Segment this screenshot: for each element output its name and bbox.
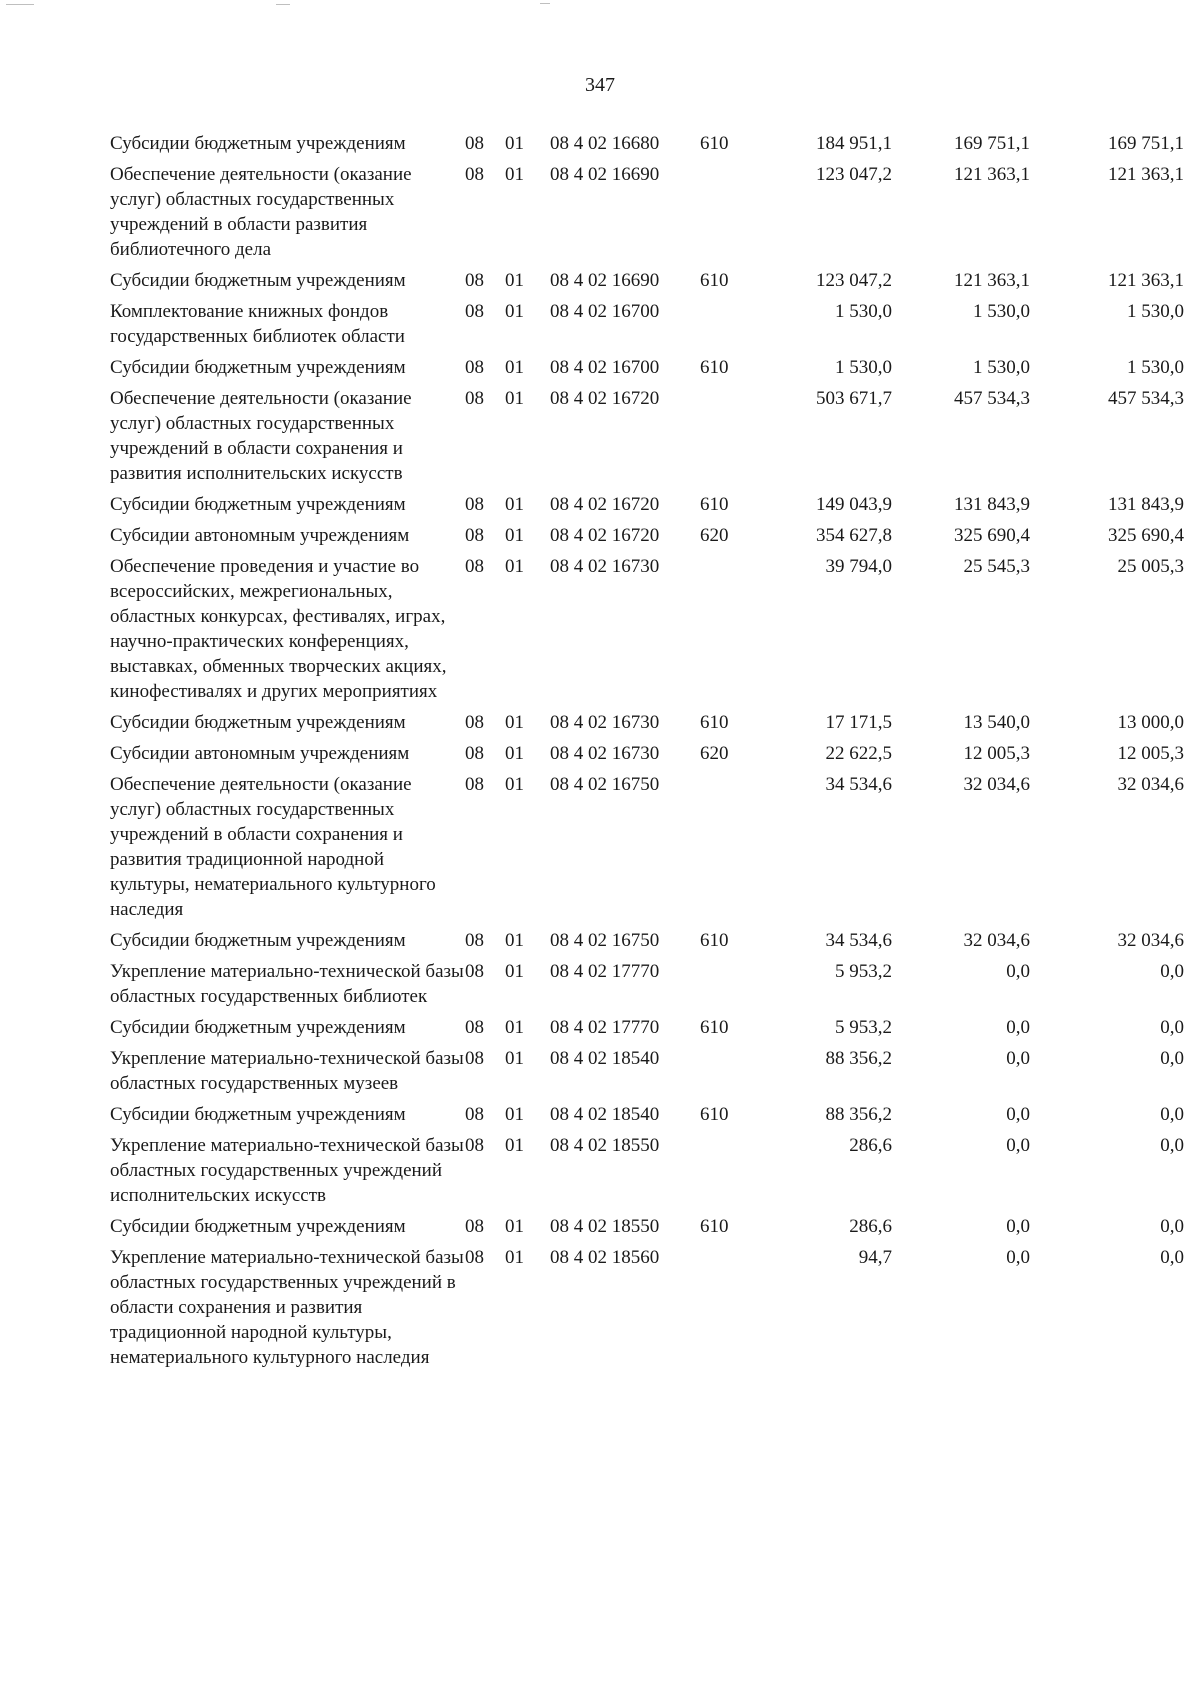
table-row (110, 925, 1184, 956)
expenditure-name-cell: Укрепление материально-технической базы областных государственных учреждений исполнительских искусств (110, 1135, 464, 1206)
expense-type-cell (700, 1242, 750, 1373)
budget-table (110, 128, 1184, 1373)
section-code-cell: 08 (465, 743, 484, 764)
amount-year2-cell: 0,0 (1006, 1048, 1030, 1069)
target-article-cell: 08 4 02 16750 (550, 774, 660, 795)
amount-year1-cell: 34 534,6 (825, 774, 892, 795)
table-row (110, 352, 1184, 383)
section-code-cell: 08 (465, 388, 484, 409)
scan-artifact (540, 3, 550, 4)
expense-type-cell (700, 383, 750, 489)
amount-year2-cell: 0,0 (1006, 1104, 1030, 1125)
amount-year1-cell: 34 534,6 (825, 930, 892, 951)
amount-year1-cell: 17 171,5 (825, 712, 892, 733)
expense-type-cell (700, 551, 750, 707)
target-article-cell: 08 4 02 18540 (550, 1104, 660, 1125)
section-code-cell: 08 (465, 525, 484, 546)
target-article-cell: 08 4 02 16730 (550, 712, 660, 733)
section-code-cell: 08 (465, 1135, 484, 1156)
expenditure-name-cell: Обеспечение деятельности (оказание услуг) областных государственных учреждений в области развития библиотечного дела (110, 164, 412, 260)
table-row (110, 159, 1184, 265)
amount-year2-cell: 325 690,4 (954, 525, 1030, 546)
amount-year2-cell: 32 034,6 (963, 930, 1030, 951)
expenditure-name-cell: Укрепление материально-технической базы областных государственных библиотек (110, 961, 464, 1007)
amount-year2-cell: 1 530,0 (973, 301, 1030, 322)
expense-type-cell: 610 (700, 270, 729, 291)
target-article-cell: 08 4 02 16720 (550, 494, 660, 515)
amount-year1-cell: 5 953,2 (835, 961, 892, 982)
expense-type-cell: 610 (700, 930, 729, 951)
expenditure-name-cell: Субсидии бюджетным учреждениям (110, 930, 406, 951)
expense-type-cell (700, 159, 750, 265)
amount-year3-cell: 0,0 (1160, 1017, 1184, 1038)
amount-year3-cell: 0,0 (1160, 961, 1184, 982)
amount-year3-cell: 0,0 (1160, 1104, 1184, 1125)
amount-year1-cell: 354 627,8 (816, 525, 892, 546)
expense-type-cell: 610 (700, 1216, 729, 1237)
expenditure-name-cell: Укрепление материально-технической базы областных государственных музеев (110, 1048, 464, 1094)
target-article-cell: 08 4 02 16750 (550, 930, 660, 951)
section-code-cell: 08 (465, 301, 484, 322)
table-row (110, 520, 1184, 551)
expense-type-cell (700, 769, 750, 925)
target-article-cell: 08 4 02 18550 (550, 1216, 660, 1237)
amount-year1-cell: 94,7 (858, 1247, 892, 1268)
table-row (110, 707, 1184, 738)
section-code-cell: 08 (465, 494, 484, 515)
amount-year3-cell: 12 005,3 (1117, 743, 1184, 764)
section-code-cell: 08 (465, 961, 484, 982)
subsection-code-cell: 01 (505, 525, 524, 546)
expense-type-cell (700, 1043, 750, 1099)
amount-year2-cell: 121 363,1 (954, 164, 1030, 185)
scan-artifact (276, 4, 290, 5)
amount-year2-cell: 13 540,0 (963, 712, 1030, 733)
subsection-code-cell: 01 (505, 1216, 524, 1237)
target-article-cell: 08 4 02 17770 (550, 961, 660, 982)
expenditure-name-cell: Субсидии бюджетным учреждениям (110, 1104, 406, 1125)
subsection-code-cell: 01 (505, 357, 524, 378)
subsection-code-cell: 01 (505, 270, 524, 291)
expenditure-name-cell: Субсидии бюджетным учреждениям (110, 1216, 406, 1237)
subsection-code-cell: 01 (505, 164, 524, 185)
expense-type-cell: 610 (700, 494, 729, 515)
amount-year1-cell: 39 794,0 (825, 556, 892, 577)
expense-type-cell (700, 1130, 750, 1211)
amount-year2-cell: 12 005,3 (963, 743, 1030, 764)
section-code-cell: 08 (465, 556, 484, 577)
target-article-cell: 08 4 02 16690 (550, 164, 660, 185)
expenditure-name-cell: Обеспечение деятельности (оказание услуг) областных государственных учреждений в области сохранения и развития исполнительских искусств (110, 388, 412, 484)
amount-year1-cell: 88 356,2 (825, 1048, 892, 1069)
table-row (110, 551, 1184, 707)
amount-year2-cell: 25 545,3 (963, 556, 1030, 577)
section-code-cell: 08 (465, 270, 484, 291)
section-code-cell: 08 (465, 1017, 484, 1038)
amount-year3-cell: 325 690,4 (1108, 525, 1184, 546)
subsection-code-cell: 01 (505, 301, 524, 322)
amount-year3-cell: 0,0 (1160, 1247, 1184, 1268)
expenditure-name-cell: Субсидии бюджетным учреждениям (110, 133, 406, 154)
amount-year2-cell: 457 534,3 (954, 388, 1030, 409)
section-code-cell: 08 (465, 1216, 484, 1237)
amount-year2-cell: 121 363,1 (954, 270, 1030, 291)
amount-year1-cell: 123 047,2 (816, 270, 892, 291)
subsection-code-cell: 01 (505, 1135, 524, 1156)
amount-year3-cell: 0,0 (1160, 1216, 1184, 1237)
amount-year3-cell: 25 005,3 (1117, 556, 1184, 577)
subsection-code-cell: 01 (505, 930, 524, 951)
target-article-cell: 08 4 02 18550 (550, 1135, 660, 1156)
amount-year1-cell: 184 951,1 (816, 133, 892, 154)
amount-year2-cell: 1 530,0 (973, 357, 1030, 378)
subsection-code-cell: 01 (505, 133, 524, 154)
table-row (110, 265, 1184, 296)
table-row (110, 128, 1184, 159)
amount-year3-cell: 1 530,0 (1127, 357, 1184, 378)
table-row (110, 489, 1184, 520)
expense-type-cell (700, 296, 750, 352)
subsection-code-cell: 01 (505, 1104, 524, 1125)
table-row (110, 1242, 1184, 1373)
amount-year1-cell: 1 530,0 (835, 301, 892, 322)
table-row (110, 769, 1184, 925)
target-article-cell: 08 4 02 16690 (550, 270, 660, 291)
expenditure-name-cell: Субсидии бюджетным учреждениям (110, 494, 406, 515)
subsection-code-cell: 01 (505, 556, 524, 577)
table-row (110, 1099, 1184, 1130)
section-code-cell: 08 (465, 1247, 484, 1268)
amount-year2-cell: 131 843,9 (954, 494, 1030, 515)
amount-year3-cell: 169 751,1 (1108, 133, 1184, 154)
target-article-cell: 08 4 02 17770 (550, 1017, 660, 1038)
expenditure-name-cell: Обеспечение проведения и участие во всероссийских, межрегиональных, областных конкурсах, фестивалях, играх, научно-практических конференциях, выставках, обменных творческих акциях, кинофестивалях и других мероприятиях (110, 556, 447, 702)
table-row (110, 1043, 1184, 1099)
amount-year2-cell: 0,0 (1006, 1216, 1030, 1237)
expense-type-cell: 610 (700, 357, 729, 378)
table-row (110, 296, 1184, 352)
budget-table-body (110, 128, 1184, 1373)
table-row (110, 1130, 1184, 1211)
amount-year1-cell: 286,6 (849, 1216, 892, 1237)
subsection-code-cell: 01 (505, 743, 524, 764)
amount-year1-cell: 286,6 (849, 1135, 892, 1156)
amount-year2-cell: 169 751,1 (954, 133, 1030, 154)
amount-year3-cell: 457 534,3 (1108, 388, 1184, 409)
target-article-cell: 08 4 02 18560 (550, 1247, 660, 1268)
expenditure-name-cell: Субсидии бюджетным учреждениям (110, 357, 406, 378)
expense-type-cell: 620 (700, 743, 729, 764)
section-code-cell: 08 (465, 930, 484, 951)
amount-year1-cell: 88 356,2 (825, 1104, 892, 1125)
target-article-cell: 08 4 02 16730 (550, 556, 660, 577)
table-row (110, 1211, 1184, 1242)
expenditure-name-cell: Субсидии бюджетным учреждениям (110, 1017, 406, 1038)
amount-year1-cell: 503 671,7 (816, 388, 892, 409)
target-article-cell: 08 4 02 16680 (550, 133, 660, 154)
section-code-cell: 08 (465, 133, 484, 154)
amount-year1-cell: 123 047,2 (816, 164, 892, 185)
subsection-code-cell: 01 (505, 494, 524, 515)
amount-year2-cell: 0,0 (1006, 1135, 1030, 1156)
subsection-code-cell: 01 (505, 712, 524, 733)
section-code-cell: 08 (465, 357, 484, 378)
subsection-code-cell: 01 (505, 1048, 524, 1069)
target-article-cell: 08 4 02 16720 (550, 525, 660, 546)
section-code-cell: 08 (465, 1048, 484, 1069)
page-number: 347 (585, 74, 615, 96)
table-row (110, 738, 1184, 769)
amount-year3-cell: 121 363,1 (1108, 270, 1184, 291)
section-code-cell: 08 (465, 1104, 484, 1125)
expenditure-name-cell: Субсидии автономным учреждениям (110, 525, 410, 546)
table-row (110, 383, 1184, 489)
amount-year1-cell: 5 953,2 (835, 1017, 892, 1038)
expenditure-name-cell: Укрепление материально-технической базы областных государственных учреждений в области сохранения и развития традиционной народной культуры, нематериального культурного наследия (110, 1247, 464, 1368)
target-article-cell: 08 4 02 16720 (550, 388, 660, 409)
subsection-code-cell: 01 (505, 388, 524, 409)
amount-year2-cell: 32 034,6 (963, 774, 1030, 795)
expenditure-name-cell: Субсидии бюджетным учреждениям (110, 712, 406, 733)
amount-year1-cell: 22 622,5 (825, 743, 892, 764)
expense-type-cell: 610 (700, 712, 729, 733)
expense-type-cell (700, 956, 750, 1012)
subsection-code-cell: 01 (505, 1247, 524, 1268)
amount-year3-cell: 13 000,0 (1117, 712, 1184, 733)
amount-year1-cell: 149 043,9 (816, 494, 892, 515)
amount-year1-cell: 1 530,0 (835, 357, 892, 378)
target-article-cell: 08 4 02 16700 (550, 357, 660, 378)
subsection-code-cell: 01 (505, 1017, 524, 1038)
expense-type-cell: 610 (700, 1017, 729, 1038)
section-code-cell: 08 (465, 774, 484, 795)
expenditure-name-cell: Субсидии бюджетным учреждениям (110, 270, 406, 291)
section-code-cell: 08 (465, 712, 484, 733)
amount-year3-cell: 131 843,9 (1108, 494, 1184, 515)
expense-type-cell: 620 (700, 525, 729, 546)
amount-year2-cell: 0,0 (1006, 961, 1030, 982)
amount-year3-cell: 0,0 (1160, 1135, 1184, 1156)
table-row (110, 956, 1184, 1012)
expenditure-name-cell: Субсидии автономным учреждениям (110, 743, 410, 764)
amount-year3-cell: 121 363,1 (1108, 164, 1184, 185)
expense-type-cell: 610 (700, 1104, 729, 1125)
amount-year3-cell: 32 034,6 (1117, 774, 1184, 795)
expenditure-name-cell: Обеспечение деятельности (оказание услуг) областных государственных учреждений в области сохранения и развития традиционной народной культуры, нематериального культурного наследия (110, 774, 436, 920)
table-row (110, 1012, 1184, 1043)
subsection-code-cell: 01 (505, 961, 524, 982)
expense-type-cell: 610 (700, 133, 729, 154)
subsection-code-cell: 01 (505, 774, 524, 795)
scan-artifact (6, 4, 34, 5)
amount-year3-cell: 32 034,6 (1117, 930, 1184, 951)
target-article-cell: 08 4 02 16730 (550, 743, 660, 764)
amount-year3-cell: 1 530,0 (1127, 301, 1184, 322)
amount-year2-cell: 0,0 (1006, 1247, 1030, 1268)
amount-year2-cell: 0,0 (1006, 1017, 1030, 1038)
target-article-cell: 08 4 02 18540 (550, 1048, 660, 1069)
expenditure-name-cell: Комплектование книжных фондов государственных библиотек области (110, 301, 405, 347)
section-code-cell: 08 (465, 164, 484, 185)
target-article-cell: 08 4 02 16700 (550, 301, 660, 322)
amount-year3-cell: 0,0 (1160, 1048, 1184, 1069)
